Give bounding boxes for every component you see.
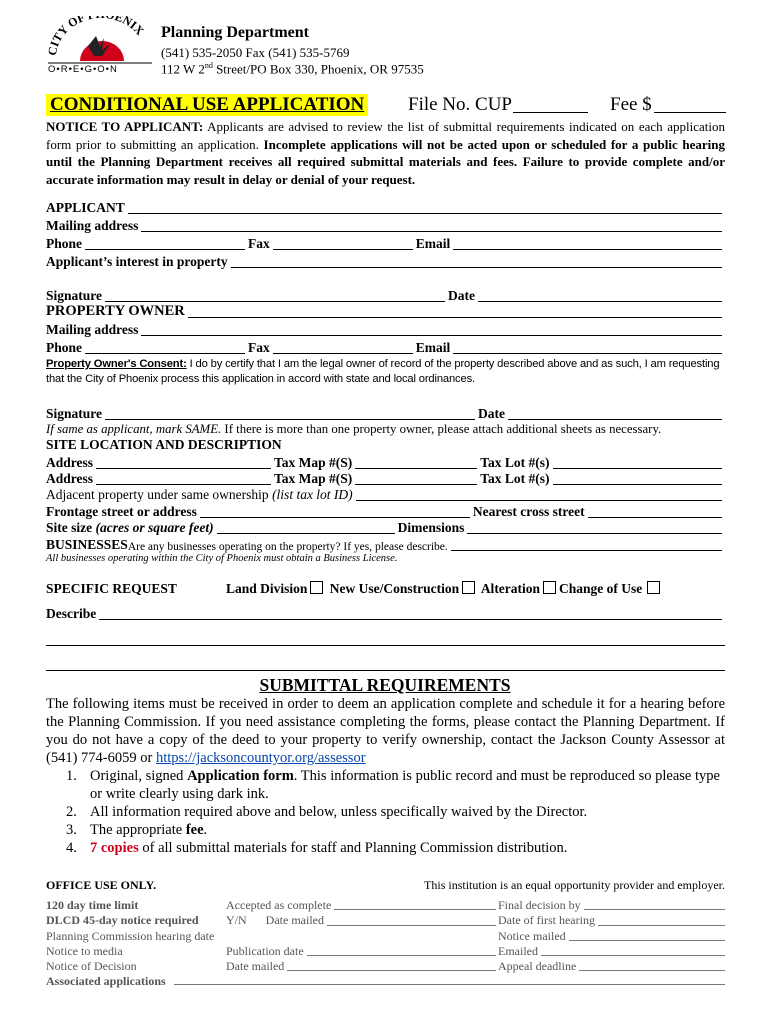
owner-same-note-text: If there is more than one property owner, please attach additional sheets as necessary.	[221, 422, 662, 436]
site-size-label: Site size	[46, 520, 93, 535]
new-use-label: New Use/Construction	[329, 581, 460, 596]
submittal-intro	[46, 695, 725, 767]
office-associated-field[interactable]	[174, 984, 725, 985]
site-address-label: Address	[46, 455, 94, 470]
specific-request-label: SPECIFIC REQUEST	[46, 581, 177, 596]
office-yn-label: Y/N	[226, 913, 247, 928]
department-name: Planning Department	[161, 24, 309, 41]
site-frontage-field[interactable]	[200, 516, 470, 518]
submittal-item-number: 3.	[66, 822, 77, 838]
file-no-label: File No. CUP	[408, 94, 512, 115]
site-address-row-1	[46, 455, 725, 471]
site-adjacent-italic: (list tax lot ID)	[272, 487, 353, 502]
applicant-signature-field[interactable]	[105, 300, 445, 302]
office-120-day-label: 120 day time limit	[46, 898, 139, 912]
request-options	[226, 581, 663, 597]
notice-bold-text: Incomplete applications will not be acted upon or scheduled for a public hearing until the Planning Department receives all required submittal materials and fees. Failure to provide complete and/or accurate information may result in delay or denial of your request.	[46, 136, 725, 187]
submittal-list	[66, 767, 725, 857]
department-phone-fax: (541) 535-2050 Fax (541) 535-5769	[161, 45, 350, 60]
applicant-fax-label: Fax	[248, 236, 270, 251]
applicant-signature-row	[46, 288, 725, 304]
office-notice-decision-label: Notice of Decision	[46, 959, 137, 974]
new-use-checkbox[interactable]	[462, 581, 475, 594]
applicant-signature-label: Signature	[46, 288, 103, 303]
office-first-hearing-label: Date of first hearing	[498, 913, 595, 928]
office-accepted-field[interactable]	[334, 898, 496, 910]
land-division-label: Land Division	[226, 581, 308, 596]
office-emailed-row	[498, 944, 725, 959]
office-col-2	[226, 898, 496, 974]
alteration-checkbox[interactable]	[543, 581, 556, 594]
submittal-item-bold: 7 copies	[90, 840, 139, 856]
office-col-1	[46, 898, 214, 990]
office-hearing-date-label: Planning Commission hearing date	[46, 928, 215, 943]
submittal-item-text: The appropriate	[90, 822, 186, 838]
change-of-use-checkbox[interactable]	[647, 581, 660, 594]
fee-field[interactable]	[654, 112, 726, 113]
applicant-mailing-field[interactable]	[141, 230, 722, 232]
applicant-interest-row[interactable]	[46, 254, 725, 270]
applicant-date-label: Date	[448, 288, 476, 303]
office-appeal-field[interactable]	[579, 959, 725, 971]
site-adjacent-field[interactable]	[356, 499, 722, 501]
office-final-decision-row	[498, 898, 725, 913]
describe-line-3[interactable]	[46, 670, 725, 671]
applicant-interest-field[interactable]	[231, 266, 722, 268]
submittal-heading: SUBMITTAL REQUIREMENTS	[259, 675, 511, 695]
site-businesses-text: Are any businesses operating on the property? If yes, please describe.	[127, 541, 448, 553]
site-address-field[interactable]	[96, 483, 271, 485]
applicant-row[interactable]	[46, 200, 725, 216]
business-license-note: All businesses operating within the City of Phoenix must obtain a Business License.	[46, 553, 398, 564]
owner-mailing-row[interactable]	[46, 322, 725, 338]
office-col-3	[498, 898, 725, 974]
office-appeal-label: Appeal deadline	[498, 959, 577, 974]
submittal-item	[66, 821, 725, 839]
file-no-field[interactable]	[513, 112, 588, 113]
submittal-item-bold: fee	[185, 822, 204, 838]
owner-consent-label: Property Owner's Consent:	[46, 358, 187, 370]
office-emailed-label: Emailed	[498, 943, 538, 958]
office-date-mailed2-field[interactable]	[287, 959, 496, 971]
owner-phone-field[interactable]	[85, 352, 245, 354]
site-taxmap-label: Tax Map #(S)	[274, 471, 353, 486]
owner-fax-field[interactable]	[273, 352, 413, 354]
owner-signature-label: Signature	[46, 406, 103, 421]
applicant-mailing-row[interactable]	[46, 218, 725, 234]
owner-date-field[interactable]	[508, 418, 722, 420]
alteration-label: Alteration	[480, 581, 541, 596]
submittal-item-text: . This information is public record and must be reproduced so please type or write clearly using dark ink.	[90, 768, 720, 802]
site-heading: SITE LOCATION AND DESCRIPTION	[46, 437, 282, 452]
office-notice-mailed-label: Notice mailed	[498, 928, 566, 943]
applicant-field[interactable]	[128, 212, 722, 214]
department-address: 112 W 2nd Street/PO Box 330, Phoenix, OR 97535	[161, 61, 424, 77]
notice-paragraph	[46, 118, 725, 188]
owner-label: PROPERTY OWNER	[46, 303, 185, 319]
applicant-email-field[interactable]	[453, 248, 722, 250]
submittal-item-text: of all submittal materials for staff and Planning Commission distribution.	[138, 840, 568, 856]
land-division-checkbox[interactable]	[310, 581, 323, 594]
owner-same-note	[46, 422, 661, 437]
office-accepted-row	[226, 898, 496, 913]
submittal-item-text: Original, signed	[90, 768, 188, 784]
site-businesses-row[interactable]	[46, 537, 725, 553]
office-associated-label: Associated applications	[46, 974, 166, 989]
owner-signature-field[interactable]	[105, 418, 475, 420]
office-dlcd-label: DLCD 45-day notice required	[46, 913, 199, 928]
owner-phone-label: Phone	[46, 340, 83, 355]
describe-label: Describe	[46, 606, 97, 621]
applicant-label: APPLICANT	[46, 200, 125, 215]
describe-row[interactable]	[46, 606, 725, 622]
site-taxlot-field[interactable]	[553, 483, 722, 485]
submittal-item-bold: Application form	[187, 768, 294, 784]
site-address-row-2	[46, 471, 725, 487]
submittal-item	[66, 839, 725, 857]
submittal-item-number: 2.	[66, 804, 77, 820]
applicant-phone-field[interactable]	[85, 248, 245, 250]
site-adjacent-row[interactable]	[46, 487, 725, 503]
site-taxlot-label: Tax Lot #(s)	[480, 471, 550, 486]
office-first-hearing-field[interactable]	[598, 913, 725, 925]
notice-text: Applicants are advised to review the list of submittal requirements indicated on each application form prior to submitting an application.	[46, 119, 725, 152]
site-frontage-label: Frontage street or address	[46, 504, 197, 519]
owner-field[interactable]	[188, 316, 722, 318]
site-size-italic: (acres or square feet)	[95, 520, 214, 535]
site-taxmap-field[interactable]	[355, 467, 477, 469]
change-of-use-label: Change of Use	[559, 581, 643, 596]
owner-contact-row	[46, 340, 725, 356]
site-taxmap-field[interactable]	[355, 483, 477, 485]
office-final-decision-label: Final decision by	[498, 898, 581, 912]
describe-field[interactable]	[99, 618, 722, 620]
site-size-row	[46, 520, 725, 536]
applicant-date-field[interactable]	[478, 300, 722, 302]
submittal-item-text: .	[203, 822, 208, 838]
applicant-contact-row	[46, 236, 725, 252]
form-title: CONDITIONAL USE APPLICATION	[46, 94, 368, 116]
owner-consent	[46, 357, 725, 387]
site-adjacent-label: Adjacent property under same ownership	[46, 487, 269, 502]
notice-label: NOTICE TO APPLICANT:	[46, 119, 204, 134]
submittal-item	[66, 767, 725, 803]
office-emailed-field[interactable]	[541, 944, 725, 956]
site-businesses-label: BUSINESSES	[46, 537, 128, 552]
office-publication-field[interactable]	[307, 944, 496, 956]
office-date-mailed2-label: Date mailed	[226, 959, 285, 974]
site-dimensions-label: Dimensions	[397, 520, 465, 535]
office-notice-mailed-row	[498, 929, 725, 944]
site-taxmap-label: Tax Map #(S)	[274, 455, 353, 470]
site-address-label: Address	[46, 471, 94, 486]
submittal-item-text: All information required above and below, unless specifically waived by the Director.	[90, 804, 588, 820]
office-yn-row	[226, 913, 496, 928]
office-use-heading: OFFICE USE ONLY.	[46, 878, 157, 892]
owner-fax-label: Fax	[248, 340, 270, 355]
submittal-item-number: 4.	[66, 840, 77, 856]
office-notice-media-label: Notice to media	[46, 943, 123, 958]
applicant-interest-label: Applicant’s interest in property	[46, 254, 228, 269]
submittal-intro-text: The following items must be received in order to deem an application complete and schedule it for a hearing before the Planning Commission. If you need assistance completing the forms, please contact the Planning Department. If you do not have a copy of the deed to your property to verify ownership, contact the Jackson County Assessor at (541) 774-6059 or	[46, 696, 725, 766]
describe-line-2[interactable]	[46, 645, 725, 646]
office-publication-label: Publication date	[226, 943, 304, 958]
site-taxlot-label: Tax Lot #(s)	[480, 455, 550, 470]
owner-consent-text: I do by certify that I am the legal owner of record of the property described above and as such, I am requesting that the City of Phoenix process this application in accord with state and local ordinances.	[46, 358, 720, 385]
owner-row[interactable]	[46, 304, 725, 320]
city-logo	[44, 16, 154, 78]
assessor-link[interactable]: https://jacksoncountyor.org/assessor	[155, 750, 366, 766]
site-size-field[interactable]	[217, 532, 395, 534]
logo-state-text: O•R•E•G•O•N	[48, 64, 118, 75]
applicant-phone-label: Phone	[46, 236, 83, 251]
owner-signature-row	[46, 406, 725, 422]
owner-mailing-field[interactable]	[141, 334, 722, 336]
owner-same-note-italic: If same as applicant, mark SAME.	[46, 422, 222, 436]
office-date-mailed2-row	[226, 959, 496, 974]
svg-text:CITY OF PHOENIX: CITY OF ENIX	[44, 16, 147, 57]
site-frontage-row	[46, 504, 725, 520]
applicant-mailing-label: Mailing address	[46, 218, 139, 233]
office-date-mailed-label: Date mailed	[265, 913, 324, 928]
site-cross-label: Nearest cross street	[472, 504, 585, 519]
office-final-decision-field[interactable]	[584, 898, 725, 910]
office-first-hearing-row	[498, 913, 725, 928]
applicant-fax-field[interactable]	[273, 248, 413, 250]
owner-mailing-label: Mailing address	[46, 322, 139, 337]
site-taxlot-field[interactable]	[553, 467, 722, 469]
office-accepted-label: Accepted as complete	[226, 898, 332, 912]
submittal-item-number: 1.	[66, 768, 77, 784]
site-cross-field[interactable]	[588, 516, 722, 518]
fee-label: Fee $	[610, 94, 652, 115]
owner-email-field[interactable]	[453, 352, 722, 354]
equal-opportunity-note: This institution is an equal opportunity provider and employer.	[424, 878, 725, 892]
site-address-field[interactable]	[96, 467, 271, 469]
owner-date-label: Date	[478, 406, 506, 421]
owner-email-label: Email	[415, 340, 451, 355]
office-appeal-row	[498, 959, 725, 974]
office-publication-row	[226, 944, 496, 959]
site-businesses-field[interactable]	[451, 549, 722, 551]
applicant-email-label: Email	[415, 236, 451, 251]
submittal-item	[66, 803, 725, 821]
office-date-mailed-field[interactable]	[327, 913, 496, 925]
site-dimensions-field[interactable]	[467, 532, 722, 534]
office-notice-mailed-field[interactable]	[569, 929, 725, 941]
